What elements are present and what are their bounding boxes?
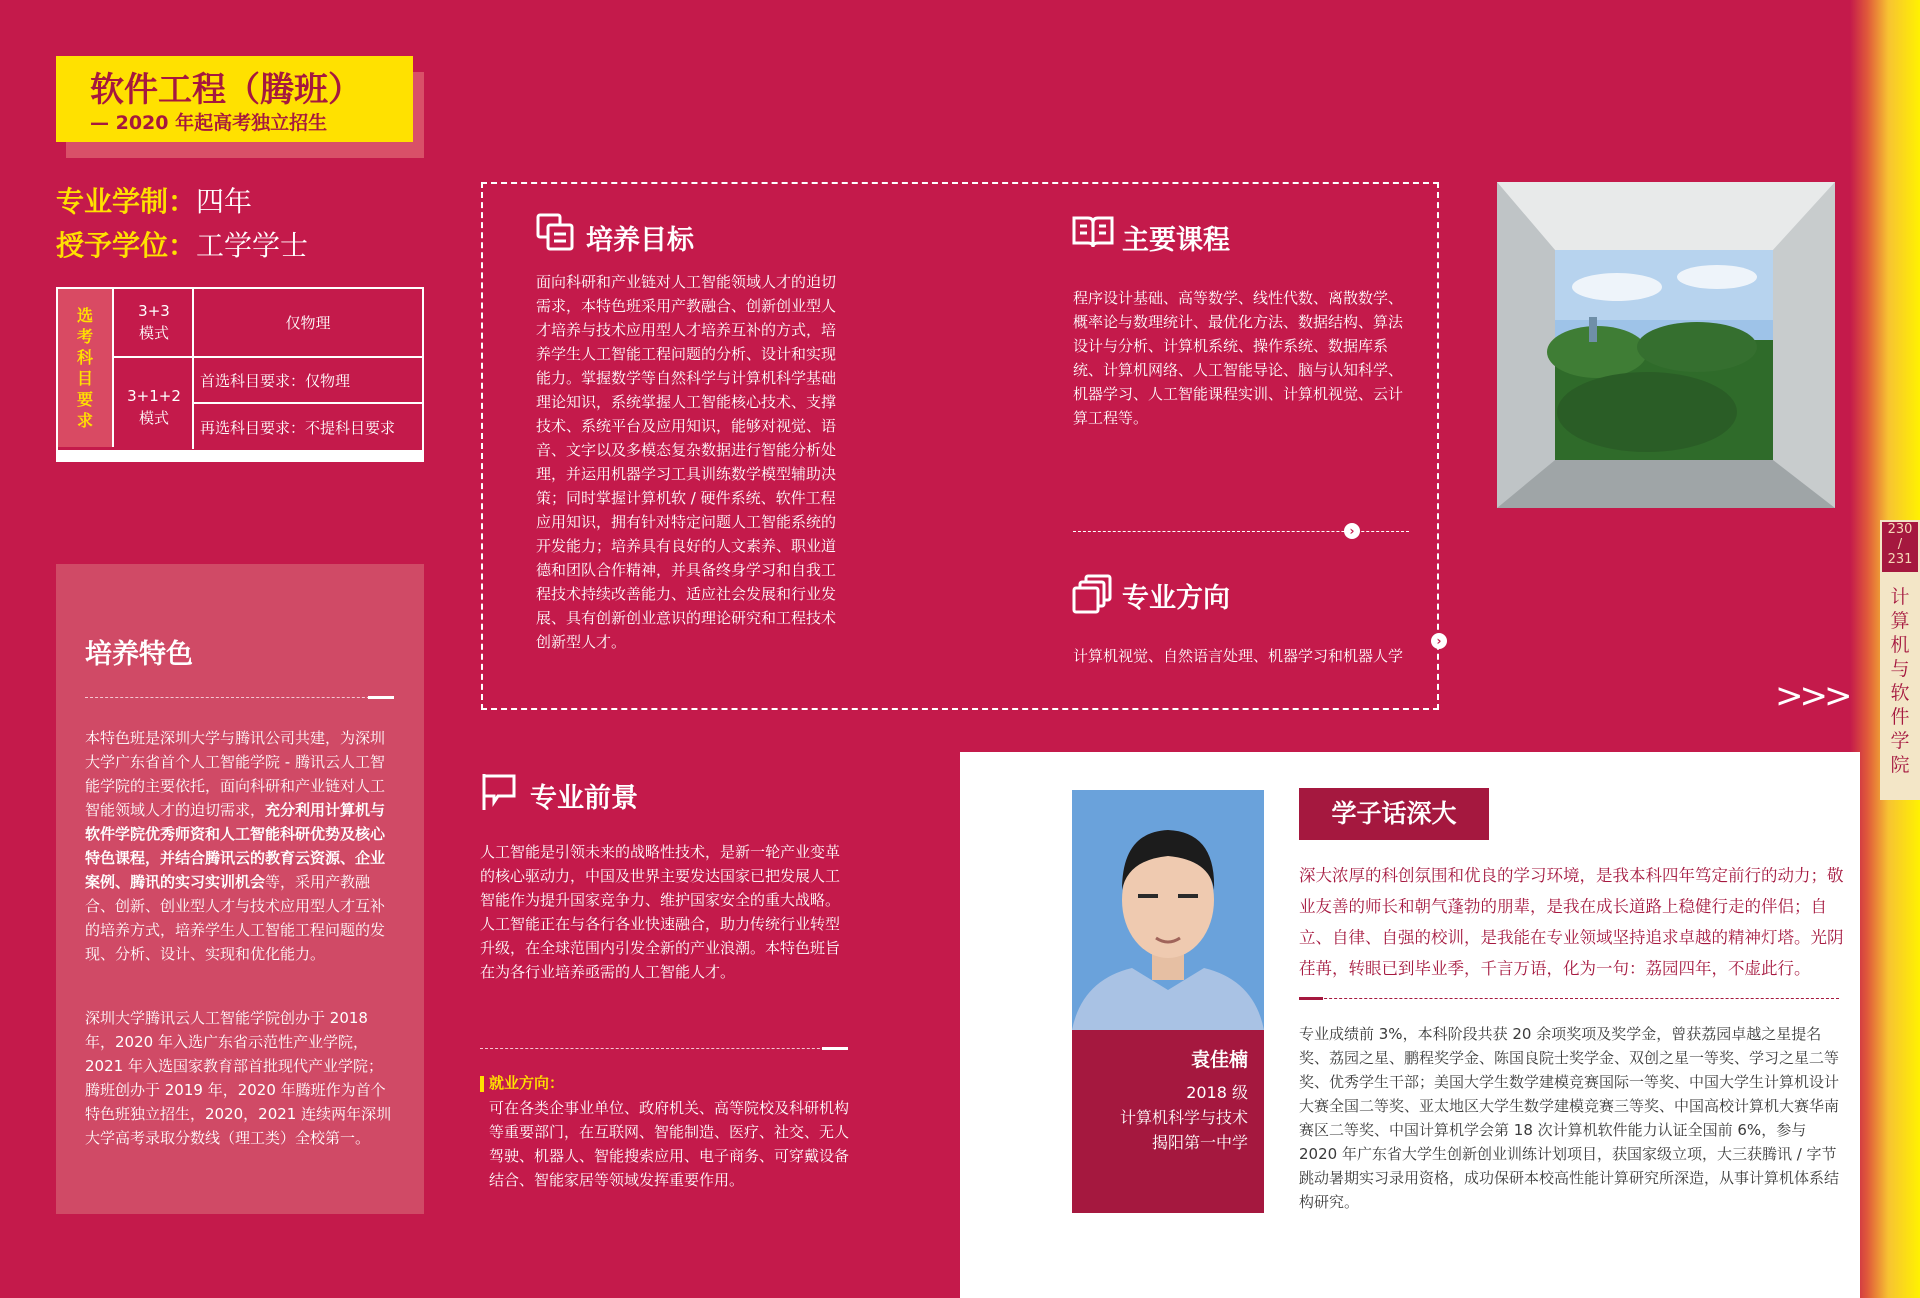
- page-title: 软件工程（腾班）: [90, 70, 362, 110]
- quote-divider-mark: [1299, 997, 1323, 1000]
- student-major: 计算机科学与技术: [1119, 1108, 1248, 1127]
- subject-table-vertical-header: [58, 289, 114, 447]
- mode-1-requirement: 仅物理: [285, 314, 331, 332]
- student-school: 揭阳第一中学: [1151, 1133, 1248, 1152]
- employment-body: 可在各类企事业单位、政府机关、高等院校及科研机构等重要部门，在互联网、智能制造、医疗、社交、无人驾驶、机器人、智能搜索应用、电子商务、可穿戴设备结合、智能家居等领域发挥重要作用。: [489, 1099, 850, 1189]
- page-subtitle: — 2020 年起高考独立招生: [90, 112, 328, 134]
- subject-table-bottom-bar: [56, 450, 424, 462]
- student-quote: 深大浓厚的科创氛围和优良的学习环境，是我本科四年笃定前行的动力；敬业友善的师长和朝气蓬勃的朋辈，是我在成长道路上稳健行走的伴侣；自立、自律、自强的校训，是我能在专业领域坚持追求卓越的精神灯塔。光阴荏苒，转眼已到毕业季，千言万语，化为一句：荔园四年，不虚此行。: [1299, 866, 1844, 978]
- mode-2-line-b: 模式: [138, 409, 169, 427]
- mode-2-first-requirement: 首选科目要求：仅物理: [200, 372, 351, 390]
- page-number-a: 230: [1887, 522, 1913, 537]
- duration-key: 专业学制：: [56, 185, 197, 218]
- feature-title: 培养特色: [85, 639, 193, 670]
- page-number: [1882, 522, 1918, 572]
- prospect-divider-mark: [822, 1047, 848, 1050]
- copy-icon: [535, 212, 575, 252]
- student-section-title: 学子话深大: [1331, 799, 1457, 828]
- mode-1-line-b: 模式: [138, 324, 169, 342]
- student-achievement: 专业成绩前 3%，本科阶段共获 20 余项奖项及奖学金，曾获荔园卓越之星提名奖、荔园之星、鹏程奖学金、陈国良院士奖学金、双创之星一等奖、学习之星二等奖、优秀学生干部；美国大学生数学建模竞赛国际一等奖、中国大学生计算机设计大赛全国二等奖、亚太地区大学生数学建模竞赛三等奖、中国高校计算机大赛华南赛区二等奖、中国计算机学会第 18 次计算机软件能力认证全国前 6%，参与 2020 年广东省大学生创新创业训练计划项目，获国家级立项，大三获腾讯 / 字节跳动暑期实习录用资格，成功保研本校高性能计算研究所深造，从事计算机体系结构研究。: [1299, 1025, 1840, 1211]
- degree-key: 授予学位：: [56, 229, 197, 262]
- layers-icon: [1072, 574, 1112, 614]
- student-name: 袁佳楠: [1190, 1049, 1248, 1071]
- chevron-right-icon: ›: [1431, 633, 1447, 649]
- feature-divider-mark: [368, 696, 394, 699]
- book-icon: [1072, 214, 1114, 250]
- prospect-body: 人工智能是引领未来的战略性技术，是新一轮产业变革的核心驱动力，中国及世界主要发达国家已把发展人工智能作为提升国家竞争力、维护国家安全的重大战略。人工智能正在与各行各业快速融合，助力传统行业转型升级，在全球范围内引发全新的产业浪潮。本特色班旨在为各行业培养亟需的人工智能人才。: [480, 843, 841, 981]
- courses-body: 程序设计基础、高等数学、线性代数、离散数学、概率论与数理统计、最优化方法、数据结构、算法设计与分析、计算机系统、操作系统、数据库系统、计算机网络、人工智能导论、脑与认知科学、机器学习、人工智能课程实训、计算机视觉、云计算工程等。: [1073, 289, 1404, 427]
- mode-2-second-requirement: 再选科目要求：不提科目要求: [200, 419, 396, 437]
- campus-photo: [1497, 182, 1835, 508]
- employment-marker: [480, 1076, 484, 1092]
- duration-value: 四年: [196, 185, 253, 218]
- student-portrait: [1072, 790, 1264, 1030]
- mode-2-line-a: 3+1+2: [127, 387, 181, 405]
- mode-2-cell: [116, 385, 192, 429]
- feature-p1-bold: 充分利用计算机与软件学院优秀师资和人工智能科研优势及核心特色课程，并结合腾讯云的教育云资源、企业案例、腾讯的实习实训机会: [85, 801, 386, 891]
- goal-body: 面向科研和产业链对人工智能领域人才的迫切需求，本特色班采用产教融合、创新创业型人才培养与技术应用型人才培养互补的方式，培养学生人工智能工程问题的分析、设计和实现能力。掌握数学等自然科学与计算机科学基础理论知识，系统掌握人工智能核心技术、支撑技术、系统平台及应用知识，能够对视觉、语音、文字以及多模态复杂数据进行智能分析处理，并运用机器学习工具训练数学模型辅助决策；同时掌握计算机软 / 硬件系统、软件工程应用知识，拥有针对特定问题人工智能系统的开发能力；培养具有良好的人文素养、职业道德和团队合作精神，并具备终身学习和自我工程技术持续改善能力、适应社会发展和行业发展、具有创新创业意识的理论研究和工程技术创新型人才。: [536, 273, 837, 651]
- page-number-sep: /: [1897, 537, 1903, 552]
- feature-paragraph-2: 深圳大学腾讯云人工智能学院创办于 2018 年，2020 年入选广东省示范性产业学院，2021 年入选国家教育部首批现代产业学院；腾班创办于 2019 年，2020 年腾班作为首个特色班独立招生，2020，2021 连续两年深圳大学高考录取分数线（理工类）全校第一。: [85, 1009, 392, 1147]
- degree-value: 工学学士: [196, 229, 309, 262]
- page-number-b: 231: [1887, 552, 1913, 567]
- flag-icon: [480, 772, 520, 812]
- direction-title: 专业方向: [1122, 583, 1230, 614]
- next-arrows: >>>: [1775, 676, 1849, 716]
- student-grade: 2018 级: [1186, 1083, 1248, 1102]
- quote-divider: [1299, 998, 1839, 999]
- direction-body: 计算机视觉、自然语言处理、机器学习和机器人学: [1073, 647, 1404, 665]
- mode-1-line-a: 3+3: [138, 302, 170, 320]
- table-divider: [194, 402, 422, 404]
- goal-title: 培养目标: [586, 225, 694, 256]
- courses-title: 主要课程: [1122, 225, 1230, 256]
- mode-1-cell: [116, 300, 192, 344]
- feature-p1-a: 本特色班是深圳大学与腾讯公司共建，为深圳大学广东省首个人工智能学院 - 腾讯云人工智能学院的主要依托，面向科研和产业链对人工智能领域人才的迫切需求，: [85, 729, 386, 819]
- subject-vertical-header-text: 选考科目要求: [76, 306, 93, 430]
- duration-line: [56, 180, 252, 220]
- feature-paragraph-1: [85, 726, 397, 966]
- table-divider: [114, 356, 422, 358]
- employment-label: 就业方向：: [489, 1074, 565, 1092]
- degree-line: [56, 224, 308, 264]
- college-name: 计算机与软件学院: [1890, 586, 1910, 776]
- prospect-title: 专业前景: [530, 783, 638, 814]
- prospect-divider: [480, 1048, 845, 1049]
- feature-divider: [85, 697, 385, 698]
- feature-p1-c: 等，采用产教融合、创新、创业型人才与技术应用型人才互补的培养方式，培养学生人工智能工程问题的发现、分析、设计、实现和优化能力。: [85, 873, 386, 963]
- chevron-right-icon: ›: [1344, 523, 1360, 539]
